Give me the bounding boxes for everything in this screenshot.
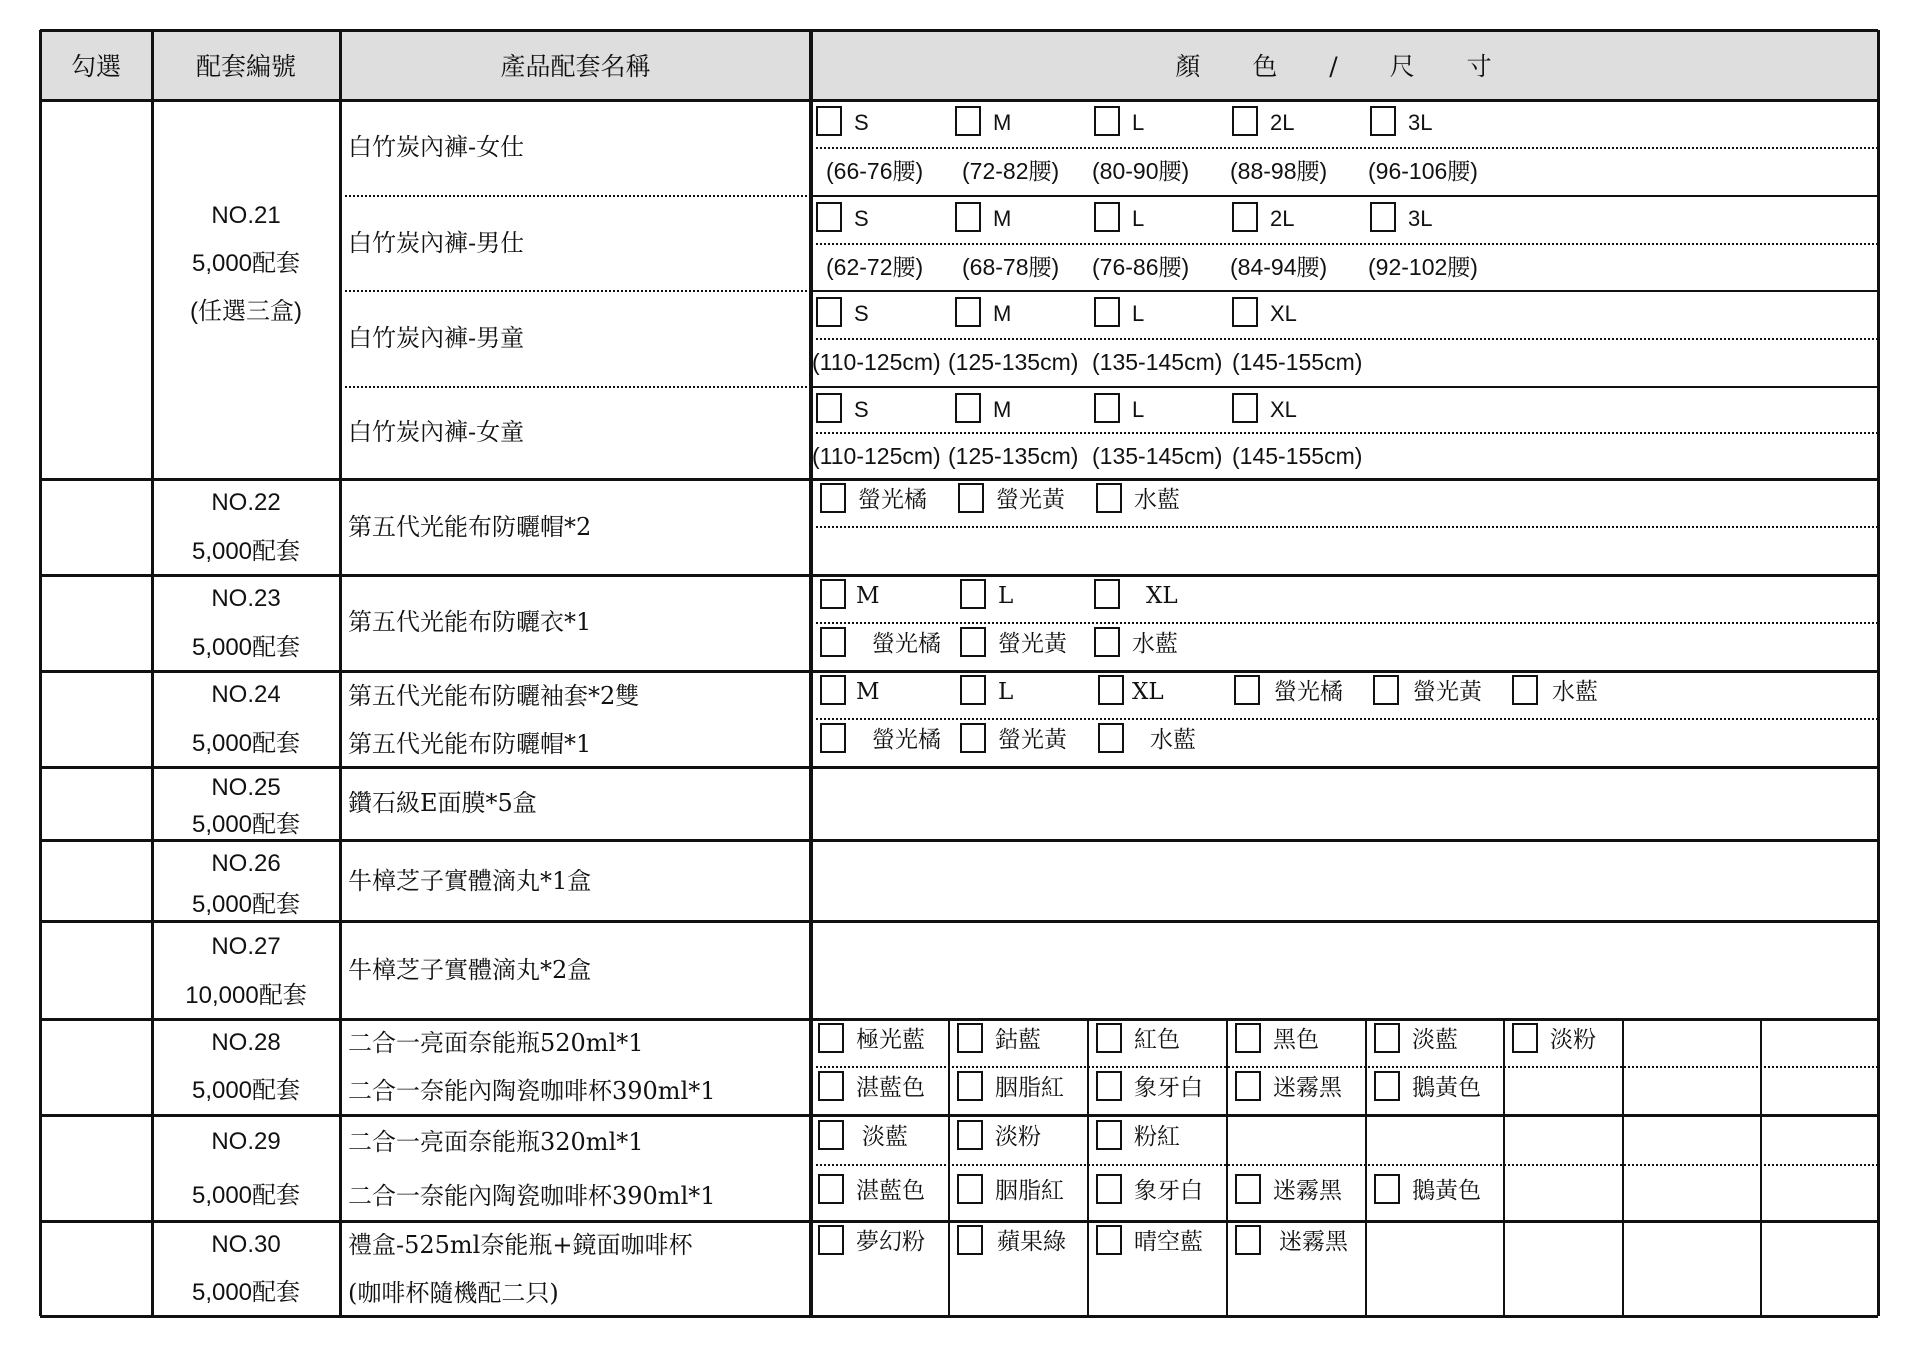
size-checkbox[interactable] xyxy=(816,393,842,423)
table-row-divider xyxy=(811,147,1878,149)
header-set-no: 配套編號 xyxy=(152,30,340,100)
option-label: 螢光黃 xyxy=(998,631,1067,657)
option-checkbox[interactable] xyxy=(957,1174,983,1204)
option-label: 夢幻粉 xyxy=(856,1229,925,1255)
option-checkbox[interactable] xyxy=(957,1225,983,1255)
option-checkbox[interactable] xyxy=(1098,723,1124,753)
set-number-text: NO.29 xyxy=(211,1128,281,1155)
option-label: 湛藍色 xyxy=(856,1178,925,1204)
size-label: M xyxy=(993,397,1012,422)
table-column-divider xyxy=(1622,1019,1624,1316)
option-label: 胭脂紅 xyxy=(995,1178,1064,1204)
option-checkbox[interactable] xyxy=(820,579,846,609)
size-range: (125-135cm) xyxy=(948,349,1079,375)
size-label: M xyxy=(993,301,1012,326)
table-row-divider xyxy=(811,243,1878,245)
option-label: 黑色 xyxy=(1273,1027,1319,1053)
size-label: L xyxy=(1132,206,1145,231)
size-checkbox[interactable] xyxy=(1232,393,1258,423)
table-column-divider xyxy=(39,30,42,1316)
table-row-divider xyxy=(340,195,811,197)
product-name: 二合一亮面奈能瓶320ml*1 xyxy=(348,1128,644,1156)
option-checkbox[interactable] xyxy=(1374,1174,1400,1204)
table-row-divider xyxy=(40,1220,1878,1223)
size-range: (145-155cm) xyxy=(1232,349,1363,375)
size-label: M xyxy=(993,206,1012,231)
set-number-text: NO.25 xyxy=(211,774,281,801)
size-range: (66-76腰) xyxy=(826,158,924,184)
size-checkbox[interactable] xyxy=(1094,202,1120,232)
table-row-divider xyxy=(811,195,1878,197)
size-label: 3L xyxy=(1408,206,1433,231)
set-number-text: NO.26 xyxy=(211,850,281,877)
option-checkbox[interactable] xyxy=(1096,1225,1122,1255)
size-range: (84-94腰) xyxy=(1230,253,1328,280)
table-row-divider xyxy=(811,718,1878,720)
option-checkbox[interactable] xyxy=(1096,1174,1122,1204)
option-checkbox[interactable] xyxy=(1374,1071,1400,1101)
size-range: (135-145cm) xyxy=(1092,443,1223,469)
set-number-text: NO.21 xyxy=(211,202,281,229)
table-column-divider xyxy=(1503,1019,1505,1316)
size-range: (76-86腰) xyxy=(1092,253,1190,280)
size-checkbox[interactable] xyxy=(1232,106,1258,136)
set-number-text: 5,000配套 xyxy=(191,1279,301,1306)
table-row-divider xyxy=(340,386,811,388)
table-row-divider xyxy=(40,478,1878,481)
option-checkbox[interactable] xyxy=(1098,675,1124,705)
option-label: 水藍 xyxy=(1150,727,1196,753)
option-label: 螢光橘 xyxy=(872,727,941,753)
option-label: 水藍 xyxy=(1132,631,1178,657)
option-checkbox[interactable] xyxy=(1235,1071,1261,1101)
option-label: 湛藍色 xyxy=(856,1075,925,1101)
size-range: (80-90腰) xyxy=(1092,158,1190,184)
option-checkbox[interactable] xyxy=(1096,1120,1122,1150)
table-column-divider xyxy=(948,1019,950,1316)
table-row-divider xyxy=(811,432,1878,434)
option-label: 淡粉 xyxy=(1550,1027,1596,1053)
table-column-divider xyxy=(151,30,154,1316)
option-checkbox[interactable] xyxy=(1234,675,1260,705)
option-label: 鈷藍 xyxy=(995,1027,1041,1053)
table-column-divider xyxy=(809,30,813,1316)
product-name: 白竹炭內褲-女仕 xyxy=(348,133,525,161)
option-checkbox[interactable] xyxy=(1096,1071,1122,1101)
option-checkbox[interactable] xyxy=(957,1071,983,1101)
header-check: 勾選 xyxy=(40,30,152,100)
set-number-text: 5,000配套 xyxy=(191,250,301,277)
size-checkbox[interactable] xyxy=(816,106,842,136)
option-label: 螢光黃 xyxy=(998,727,1067,753)
size-label: S xyxy=(854,397,869,422)
table-row-divider xyxy=(811,386,1878,388)
table-column-divider xyxy=(1226,1019,1228,1316)
option-checkbox[interactable] xyxy=(1512,675,1538,705)
table-row-divider xyxy=(40,920,1878,923)
product-name: 第五代光能布防曬帽*1 xyxy=(348,730,592,758)
option-label: M xyxy=(856,583,880,609)
size-checkbox[interactable] xyxy=(955,202,981,232)
size-checkbox[interactable] xyxy=(1094,297,1120,327)
option-label: 淡藍 xyxy=(862,1124,908,1150)
option-label: 淡藍 xyxy=(1412,1027,1458,1053)
table-row-divider xyxy=(811,338,1878,340)
option-label: 水藍 xyxy=(1552,679,1598,705)
set-number-text: (任選三盒) xyxy=(190,298,302,325)
set-number-text: NO.30 xyxy=(211,1231,281,1258)
size-label: L xyxy=(1132,301,1145,326)
table-row-divider xyxy=(40,1018,1878,1021)
table-row-divider xyxy=(40,99,1878,102)
option-label: 螢光黃 xyxy=(996,487,1065,513)
product-name: 牛樟芝子實體滴丸*2盒 xyxy=(348,956,592,984)
table-row-divider xyxy=(40,29,1878,32)
size-label: 2L xyxy=(1270,110,1295,135)
size-label: S xyxy=(854,110,869,135)
product-name: 白竹炭內褲-女童 xyxy=(348,418,525,446)
option-label: 蘋果綠 xyxy=(997,1229,1066,1255)
size-checkbox[interactable] xyxy=(1232,297,1258,327)
table-column-divider xyxy=(1760,1019,1762,1316)
option-checkbox[interactable] xyxy=(958,483,984,513)
product-name: 白竹炭內褲-男仕 xyxy=(348,228,525,257)
table-row-divider xyxy=(40,1114,1878,1117)
size-range: (68-78腰) xyxy=(962,253,1060,280)
size-range: (125-135cm) xyxy=(948,443,1079,469)
set-number-text: 5,000配套 xyxy=(191,1182,301,1209)
option-checkbox[interactable] xyxy=(1094,627,1120,657)
option-label: L xyxy=(998,679,1014,705)
option-checkbox[interactable] xyxy=(960,627,986,657)
size-range: (96-106腰) xyxy=(1368,158,1478,184)
set-number-text: 5,000配套 xyxy=(191,891,301,918)
option-label: XL xyxy=(1132,679,1164,705)
size-label: 2L xyxy=(1270,206,1295,231)
option-label: XL xyxy=(1146,583,1178,609)
table-column-divider xyxy=(1365,1019,1367,1316)
set-number-text: 5,000配套 xyxy=(191,634,301,661)
size-range: (88-98腰) xyxy=(1230,158,1328,184)
option-checkbox[interactable] xyxy=(1094,579,1120,609)
table-row-divider xyxy=(40,766,1878,769)
size-label: S xyxy=(854,206,869,231)
option-checkbox[interactable] xyxy=(957,1120,983,1150)
option-checkbox[interactable] xyxy=(1096,1023,1122,1053)
size-checkbox[interactable] xyxy=(1232,202,1258,232)
size-range: (145-155cm) xyxy=(1232,443,1363,469)
header-color-size: 顏 色 / 尺 寸 xyxy=(811,30,1878,100)
option-label: 極光藍 xyxy=(856,1027,925,1053)
option-label: 紅色 xyxy=(1134,1027,1180,1053)
option-label: 粉紅 xyxy=(1134,1124,1180,1150)
option-checkbox[interactable] xyxy=(1235,1023,1261,1053)
set-number-text: NO.24 xyxy=(211,681,281,708)
option-checkbox[interactable] xyxy=(960,675,986,705)
set-number-text: 5,000配套 xyxy=(191,538,301,565)
table-row-divider xyxy=(811,290,1878,292)
option-label: 螢光橘 xyxy=(872,631,941,657)
set-number-text: NO.27 xyxy=(211,933,281,960)
size-label: L xyxy=(1132,397,1145,422)
product-name: 第五代光能布防曬袖套*2雙 xyxy=(348,682,640,710)
option-label: 迷霧黑 xyxy=(1279,1229,1348,1255)
size-range: (72-82腰) xyxy=(962,158,1060,184)
product-name: 第五代光能布防曬帽*2 xyxy=(348,513,592,541)
option-checkbox[interactable] xyxy=(818,1174,844,1204)
option-label: 象牙白 xyxy=(1134,1075,1203,1101)
size-checkbox[interactable] xyxy=(955,106,981,136)
product-name: 白竹炭內褲-男童 xyxy=(348,324,525,352)
table-row-divider xyxy=(811,526,1878,528)
option-checkbox[interactable] xyxy=(818,1023,844,1053)
table-row-divider xyxy=(811,1066,1878,1068)
option-checkbox[interactable] xyxy=(1235,1225,1261,1255)
option-label: 晴空藍 xyxy=(1134,1229,1203,1255)
option-checkbox[interactable] xyxy=(820,723,846,753)
product-name: 鑽石級E面膜*5盒 xyxy=(348,789,537,817)
option-checkbox[interactable] xyxy=(818,1120,844,1150)
product-name: 二合一亮面奈能瓶520ml*1 xyxy=(348,1029,644,1057)
option-checkbox[interactable] xyxy=(960,579,986,609)
option-checkbox[interactable] xyxy=(1373,675,1399,705)
size-checkbox[interactable] xyxy=(816,297,842,327)
option-label: 鵝黃色 xyxy=(1412,1075,1481,1101)
option-checkbox[interactable] xyxy=(818,1225,844,1255)
option-checkbox[interactable] xyxy=(957,1023,983,1053)
set-number-text: NO.28 xyxy=(211,1029,281,1056)
option-label: 螢光橘 xyxy=(858,487,927,513)
set-number-text: 5,000配套 xyxy=(191,730,301,757)
table-column-divider xyxy=(1087,1019,1089,1316)
option-checkbox[interactable] xyxy=(820,627,846,657)
size-checkbox[interactable] xyxy=(816,202,842,232)
size-checkbox[interactable] xyxy=(1094,393,1120,423)
option-label: 迷霧黑 xyxy=(1273,1178,1342,1204)
size-checkbox[interactable] xyxy=(955,393,981,423)
product-name: 二合一奈能內陶瓷咖啡杯390ml*1 xyxy=(348,1077,716,1105)
table-column-divider xyxy=(339,30,342,1316)
option-label: 胭脂紅 xyxy=(995,1075,1064,1101)
option-label: M xyxy=(856,679,880,705)
header-set-name: 產品配套名稱 xyxy=(340,30,811,100)
size-label: 3L xyxy=(1408,110,1433,135)
option-checkbox[interactable] xyxy=(1512,1023,1538,1053)
table-row-divider xyxy=(811,622,1878,624)
option-checkbox[interactable] xyxy=(820,483,846,513)
product-name: 牛樟芝子實體滴丸*1盒 xyxy=(348,867,592,895)
table-column-divider xyxy=(1877,30,1880,1316)
set-number-text: 5,000配套 xyxy=(191,811,301,838)
option-checkbox[interactable] xyxy=(960,723,986,753)
table-row-divider xyxy=(40,1315,1878,1318)
product-name: 二合一奈能內陶瓷咖啡杯390ml*1 xyxy=(348,1182,716,1210)
size-checkbox[interactable] xyxy=(1094,106,1120,136)
option-checkbox[interactable] xyxy=(1374,1023,1400,1053)
option-checkbox[interactable] xyxy=(818,1071,844,1101)
option-label: 鵝黃色 xyxy=(1412,1178,1481,1204)
size-range: (62-72腰) xyxy=(826,253,924,280)
set-number-text: 5,000配套 xyxy=(191,1077,301,1104)
product-name: 禮盒-525ml奈能瓶+鏡面咖啡杯 xyxy=(348,1231,693,1259)
size-range: (92-102腰) xyxy=(1368,253,1478,280)
size-label: S xyxy=(854,301,869,326)
option-checkbox[interactable] xyxy=(1235,1174,1261,1204)
table-row-divider xyxy=(40,574,1878,577)
option-label: 淡粉 xyxy=(995,1124,1041,1150)
option-checkbox[interactable] xyxy=(820,675,846,705)
size-checkbox[interactable] xyxy=(1370,106,1396,136)
size-label: XL xyxy=(1270,397,1297,422)
option-label: 水藍 xyxy=(1134,487,1180,513)
product-name: 第五代光能布防曬衣*1 xyxy=(348,608,592,636)
table-row-divider xyxy=(40,670,1878,673)
set-number-text: NO.22 xyxy=(211,489,281,516)
set-number-text: 10,000配套 xyxy=(185,982,307,1009)
size-range: (135-145cm) xyxy=(1092,349,1223,375)
option-label: L xyxy=(998,583,1014,609)
size-label: XL xyxy=(1270,301,1297,326)
table-row-divider xyxy=(340,290,811,292)
option-label: 螢光橘 xyxy=(1274,679,1343,705)
table-row-divider xyxy=(40,839,1878,842)
option-label: 迷霧黑 xyxy=(1273,1075,1342,1101)
size-label: M xyxy=(993,110,1012,135)
size-range: (110-125cm) xyxy=(812,443,941,469)
size-range: (110-125cm) xyxy=(812,349,941,375)
table-row-divider xyxy=(811,1164,1878,1166)
product-name: (咖啡杯隨機配二只) xyxy=(348,1279,559,1307)
option-checkbox[interactable] xyxy=(1096,483,1122,513)
size-checkbox[interactable] xyxy=(955,297,981,327)
option-label: 螢光黃 xyxy=(1413,679,1482,705)
set-number-text: NO.23 xyxy=(211,585,281,612)
option-label: 象牙白 xyxy=(1134,1178,1203,1204)
size-checkbox[interactable] xyxy=(1370,202,1396,232)
size-label: L xyxy=(1132,110,1145,135)
